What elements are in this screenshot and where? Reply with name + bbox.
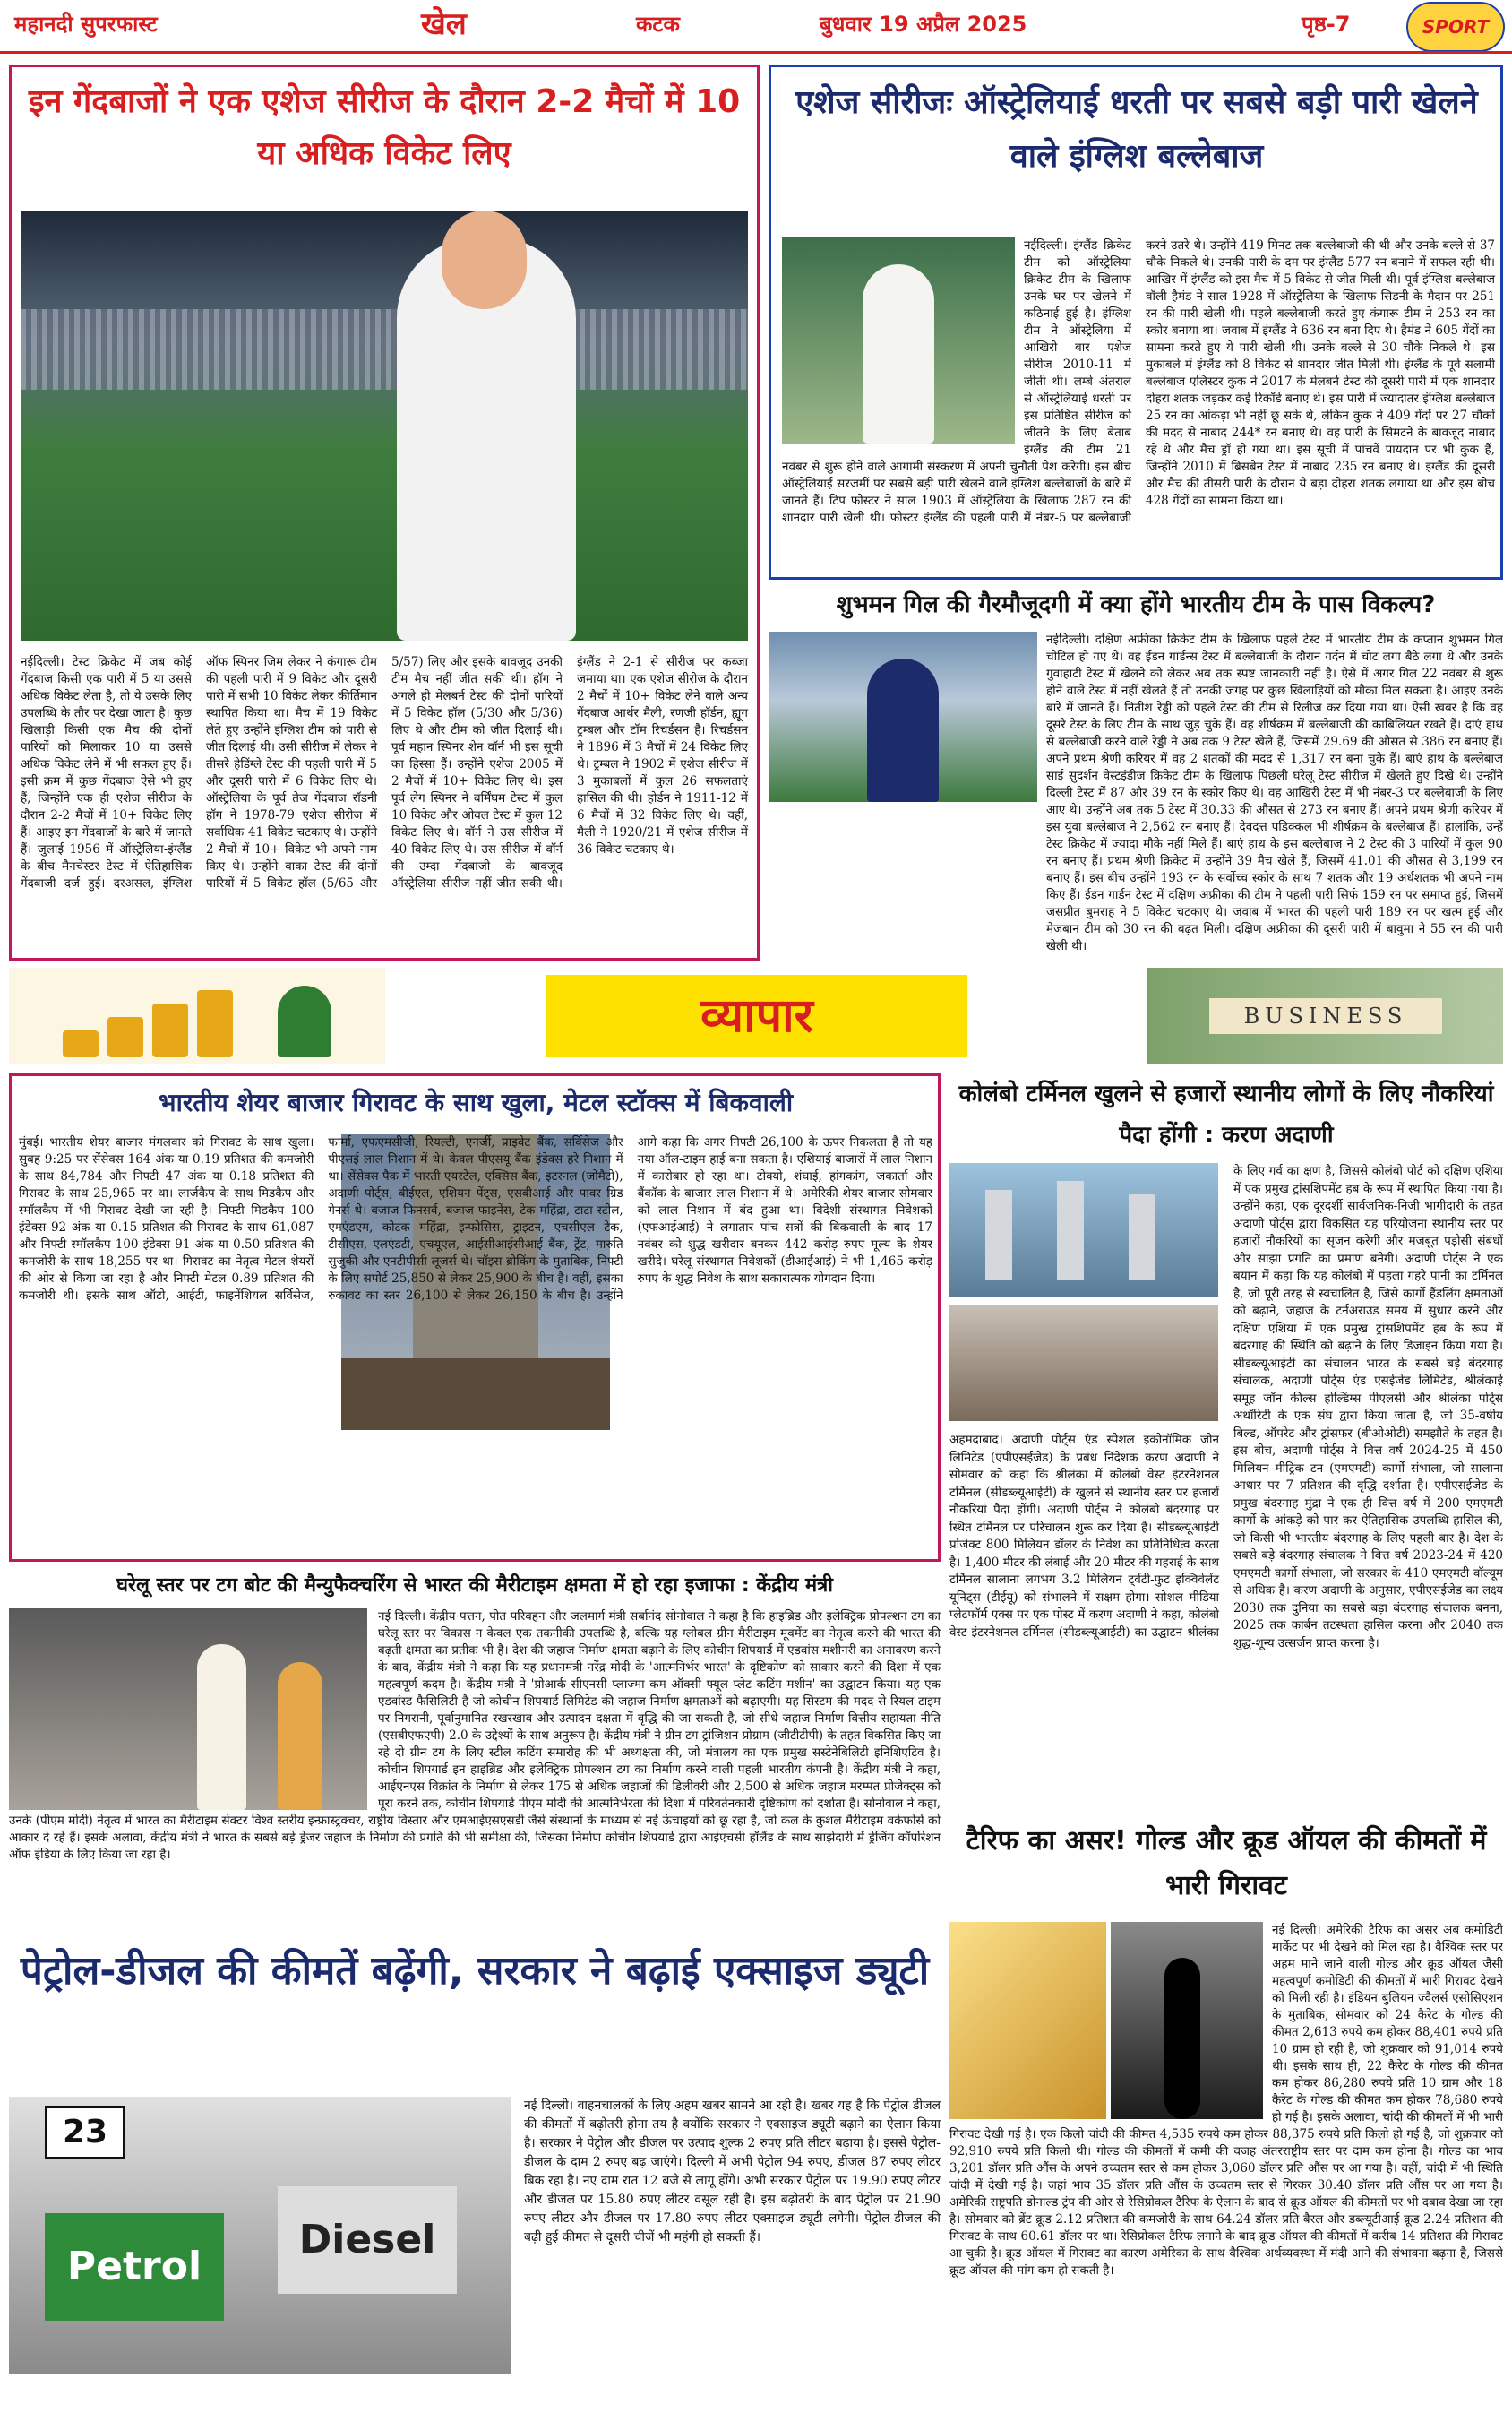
gill-body: नईदिल्ली। दक्षिण अफ्रीका क्रिकेट टीम के खिलाफ पहले टेस्ट में भारतीय टीम के कप्तान शुभमन गिल चोटिल हो गए थे। वह ईडन गार्डन्स टेस्ट में बल्लेबाजी के दौरान गर्दन में चोट लगा बैठे लगा थे और उनके गुवाहाटी टेस्ट में खेलने को लेकर अब तक स्पष्ट जानकारी नहीं है। ऐसे में अगर गिल 22 नवंबर से शुरू होने वाले टेस्ट में नहीं खेलते हैं तो उनकी जगह पर कुछ खिलाड़ियों को मौका मिल सकता है। आइए उनके बारे में जानते हैं। नितीश रेड्डी को पहले टेस्ट की टीम से रिलीज कर दिया गया था। ऐसी खबर है कि वह दूसरे टेस्ट के लिए टीम के साथ जुड़ चुके हैं। वह शीर्षक्रम में बल्लेबाजी की काबिलियत रखते हैं। दाएं हाथ से बल्लेबाजी करने वाले रेड्डी ने अब तक 9 टेस्ट खेले हैं, जिसमें 29.69 की औसत से 386 रन बनाए हैं। अपने प्रथम श्रेणी करियर में वह 2 शतकों की मदद से 1,317 रन बना चुके हैं। बाएं हाथ के बल्लेबाज साई सुदर्शन वेस्टइंडीज क्रिकेट टीम के खिलाफ पिछली घरेलू टेस्ट सीरीज में खेलते हुए दिखे थे। उन्होंने दिल्ली टेस्ट में 87 और 39 रन के स्कोर किए थे। वह आखिरी टेस्ट में भी नंबर-3 पर बल्लेबाजी के लिए आए थे। उन्होंने अब तक 5 टेस्ट में 30.33 की औसत से 273 रन बनाए हैं। अपने प्रथम श्रेणी करियर में इस युवा बल्लेबाज ने 2,562 रन बनाए हैं। देवदत्त पडिक्कल भी शीर्षक्रम के बल्लेबाज हैं। हालांकि, उन्हें टेस्ट क्रिकेट में ज्यादा मौके नहीं मिले हैं। बाएं हाथ के इस बल्लेबाज ने 2 टेस्ट की 3 पारियों में कुल 90 रन बनाए हैं। प्रथम श्रेणी क्रिकेट में उन्होंने 39 मैच खेले हैं, जिसमें 41.01 की औसत से 3,199 रन बनाए हैं। इस बीच उन्होंने 193 रन के सर्वोच्च स्कोर के साथ 7 शतक और 19 अर्धशतक भी अपने नाम किए हैं। ईडन गार्डन टेस्ट में दक्षिण अफ्रीका की टीम ने पहली पारी सिर्फ 159 रन पर समाप्त हुई, जिसमें जसप्रीत बुमराह ने 5 विकेट चटकाए थे। जवाब में भारत की पहली पारी 189 रन पर खत्म हुई और मेजबान टीम को 30 रन की बढ़त मिली। दक्षिण अफ्रीका की दूसरी पारी में बावुमा ने 55 रन की पारी खेली थी। xyxy=(1046,633,1503,953)
gill-headline: शुभमन गिल की गैरमौजूदगी में क्या होंगे भारतीय टीम के पास विकल्प? xyxy=(836,591,1436,618)
section-name: खेल xyxy=(421,6,467,42)
colombo-headline: कोलंबो टर्मिनल खुलने से हजारों स्थानीय लोगों के लिए नौकरियां पैदा होंगी : करण अदाणी xyxy=(958,1081,1494,1149)
gill-article xyxy=(769,587,1503,963)
masthead xyxy=(0,0,1512,54)
ashes-batsmen-article xyxy=(769,65,1503,580)
tariff-body: नई दिल्ली। अमेरिकी टैरिफ का असर अब कमोडिटी मार्केट पर भी देखने को मिल रहा है। वैश्विक स्तर पर अहम माने जाने वाली गोल्ड और क्रूड ऑयल जैसी महत्वपूर्ण कमोडिटी की कीमतों में भारी गिरावट देखने को मिली रही है। इंडियन बुलियन ज्वैलर्स एसोसिएशन के मुताबिक, सोमवार को 24 कैरेट के गोल्ड की कीमत 2,613 रुपये कम होकर 88,401 रुपये प्रति 10 ग्राम हो रही है, जो शुक्रवार को 91,014 रुपये थी। इसके साथ ही, 22 कैरेट के गोल्ड की कीमत कम होकर 86,280 रुपये प्रति 10 ग्राम और 18 कैरेट के गोल्ड की कीमत कम होकर 78,680 रुपये हो गई है। इसके अलावा, चांदी की कीमतों में भी भारी गिरावट देखी गई है। एक किलो चांदी की कीमत 4,535 रुपये कम होकर 88,375 रुपये प्रति किलो हो गई है, जो शुक्रवार को 92,910 रुपये प्रति किलो थी। गोल्ड की कीमतों में कमी की वजह अंतरराष्ट्रीय स्तर पर दाम कम होना है। गोल्ड का भाव 3,201 डॉलर प्रति औंस के अपने उच्चतम स्तर से कम होकर 3,060 डॉलर प्रति औंस पर आ गया है। वहीं, चांदी में भी स्थिति चांदी में देखी गई है। जहां भाव 35 डॉलर प्रति औंस के उच्चतम स्तर से गिरकर 30.40 डॉलर प्रति औंस पर आ गया है। अमेरिकी राष्ट्रपति डोनाल्ड ट्रंप की ओर से रेसिप्रोकल टैरिफ के ऐलान के बाद से क्रूड ऑयल की कीमतों पर भी दबाव देखा जा रहा है। सोमवार को ब्रेंट क्रूड 2.12 प्रतिशत की कमजोरी के साथ 64.24 डॉलर प्रति बैरल और डब्ल्यूटीआई क्रूड 2.24 प्रतिशत की गिरावट के साथ 60.61 डॉलर पर था। रेसिप्रोकल टैरिफ लगाने के बाद क्रूड ऑयल की कीमतों में करीब 14 प्रतिशत की गिरावट आ चुकी है। क्रूड ऑयल में गिरावट का कारण अमेरिका के साथ वैश्विक अर्थव्यवस्था में मंदी आने की संभावना बढ़ना है, जिससे क्रूड ऑयल की मांग कम हो सकती है। xyxy=(949,1923,1503,2278)
business-banner xyxy=(9,968,1503,1064)
petrol-headline: पेट्रोल-डीजल की कीमतें बढ़ेंगी, सरकार ने बढ़ाई एक्साइज ड्यूटी xyxy=(20,1948,930,1994)
gill-photo xyxy=(769,632,1037,802)
tariff-article xyxy=(949,1819,1503,2419)
fuel-pump-photo xyxy=(9,2097,511,2374)
maritime-headline: घरेलू स्तर पर टग बोट की मैन्युफैक्चरिंग से भारत की मैरीटाइम क्षमता में हो रहा इजाफा : केंद्रीय मंत्री xyxy=(116,1574,833,1597)
business-title-box xyxy=(546,975,967,1057)
city: कटक xyxy=(636,12,680,37)
stock-market-body: मुंबई। भारतीय शेयर बाजार मंगलवार को गिरावट के साथ खुला। सुबह 9:25 पर सेंसेक्स 164 अंक या 0.19 प्रतिशत की कमजोरी के साथ 84,784 और निफ्टी 47 अंक या 0.18 प्रतिशत की गिरावट के साथ 25,965 पर था। लार्जकैप के साथ मिडकैप और स्मॉलकैप में भी गिरावट देखी जा रही है। निफ्टी मिडकैप 100 इंडेक्स 92 अंक या 0.15 प्रतिशत की गिरावट के साथ 61,087 और निफ्टी स्मॉलकैप 100 इंडेक्स 91 अंक या 0.50 प्रतिशत की कमजोरी के साथ 18,255 पर था। गिरावट का नेतृत्व मेटल शेयरों की ओर से किया जा रहा है और निफ्टी मेटल 0.89 प्रतिशत की कमजोरी थी। इसके साथ ऑटो, आईटी, फाइनेंशियल सर्विसेज, फार्मा, एफएमसीजी, रियल्टी, एनर्जी, प्राइवेट बैंक, सर्विसेज और पीएसई लाल निशान में थे। केवल पीएसयू बैंक इंडेक्स हरे निशान में था। सेंसेक्स पैक में भारती एयरटेल, एक्सिस बैंक, इटरनल (जोमैटो), अदाणी पोर्ट्स, बीईएल, एशियन पेंट्स, एसबीआई और पावर ग्रिड गेनर्स थे। बजाज फिनसर्व, बजाज फाइनेंस, टेक महिंद्रा, टाटा स्टील, एमएंडएम, कोटक महिंद्रा, इन्फोसिस, ट्राइटन, एचसीएल टेक, टीसीएस, एलएंडटी, एचयूएल, आईसीआईसीआई बैंक, ट्रेंट, मारुति सुजुकी और एनटीपीसी लूजर्स थे। चॉइस ब्रोकिंग के मुताबिक, निफ्टी के लिए सपोर्ट 25,850 से लेकर 25,900 के बीच है। वहीं, इसका रुकावट का स्तर 26,100 से लेकर 26,150 के बीच है। उन्होंने आगे कहा कि अगर निफ्टी 26,100 के ऊपर निकलता है तो यह नया ऑल-टाइम हाई बना सकता है। एशियाई बाजारों में लाल निशान में कारोबार हो रहा था। टोक्यो, शंघाई, हांगकांग, जकार्ता और बैंकॉक के बाजार लाल निशान में थे। अमेरिकी शेयर बाजार सोमवार को लाल निशान में बंद हुआ था। विदेशी संस्थागत निवेशकों (एफआईआई) ने लगातार पांच सत्रों की बिकवाली के बाद 17 नवंबर को शुद्ध खरीदार बनकर 442 करोड़ रुपए मूल्य के शेयर खरीदे। घरेलू संस्थागत निवेशकों (डीआईआई) ने भी 1,465 करोड़ रुपए के शुद्ध निवेश के साथ सकारात्मक योगदान दिया। xyxy=(19,1135,932,1303)
business-title: व्यापार xyxy=(700,989,813,1043)
date: बुधवार 19 अप्रैल 2025 xyxy=(820,12,1027,37)
petrol-body: नई दिल्ली। वाहनचालकों के लिए अहम खबर सामने आ रही है। खबर यह है कि पेट्रोल डीजल की कीमतों में बढ़ोतरी होना तय है क्योंकि सरकार ने एक्साइज ड्यूटी बढ़ाने का ऐलान किया है। सरकार ने पेट्रोल और डीजल पर उत्पाद शुल्क 2 रुपए प्रति लीटर बढ़ाया है। इससे पेट्रोल-डीजल के दाम 2 रुपए बढ़ जाएंगे। दिल्ली में अभी पेट्रोल 94 रुपए, डीजल 87 रुपए लीटर बिक रहा है। नए दाम रात 12 बजे से लागू होंगे। अभी सरकार पेट्रोल पर 19.90 रुपए लीटर और डीजल पर 15.80 रुपए लीटर वसूल रही है। इस बढ़ोतरी के बाद पेट्रोल पर 21.90 रुपए लीटर और डीजल पर 17.80 रुपए लीटर एक्साइज ड्यूटी लगेगी। पेट्रोल-डीजल की बढ़ी हुई कीमत से दूसरी चीजें भी महंगी हो सकती हैं। xyxy=(524,2098,941,2245)
petrol-sign: Petrol xyxy=(45,2213,224,2321)
ashes-bowlers-body: नईदिल्ली। टेस्ट क्रिकेट में जब कोई गेंदबाज किसी एक पारी में 5 या उससे अधिक विकेट लेता है, तो ये उसके लिए उपलब्धि के तौर पर देखा जाता है। कुछ खिलाड़ी किसी एक मैच की दोनों पारियों को मिलाकर 10 या उससे अधिक विकेट लेने में भी सफल हुए हैं। इसी क्रम में कुछ गेंदबाज ऐसे भी हुए हैं, जिन्होंने एक ही एशेज सीरीज के दौरान 2-2 मैचों में 10+ विकेट लिए हैं। आइए इन गेंदबाजों के बारे में जानते हैं। जुलाई 1956 में ऑस्ट्रेलिया-इंग्लैंड के बीच मैनचेस्टर टेस्ट में ऐतिहासिक गेंदबाजी दर्ज हुई। दरअसल, इंग्लिश ऑफ स्पिनर जिम लेकर ने कंगारू टीम की पहली पारी में 9 विकेट और दूसरी पारी में सभी 10 विकेट लेकर कीर्तिमान स्थापित किया था। मैच में 19 विकेट लेते हुए उन्होंने इंग्लिश टीम को पारी से जीत दिलाई थी। उसी सीरीज में लेकर ने तीसरे हेडिंग्ले टेस्ट की पहली पारी में 5 और दूसरी पारी में 6 विकेट लिए थे। ऑस्ट्रेलिया के पूर्व तेज गेंदबाज रॉडनी हॉग ने 1978-79 एशेज सीरीज में सर्वाधिक 41 विकेट चटकाए थे। उन्होंने 2 मैचों में 10+ विकेट भी अपने नाम किए थे। उन्होंने वाका टेस्ट की दोनों पारियों में 5 विकेट हॉल (5/65 और 5/57) लिए और इसके बावजूद उनकी टीम मैच नहीं जीत सकी थी। हॉग ने अगले ही मेलबर्न टेस्ट की दोनों पारियों में 5 विकेट हॉल (5/30 और 5/36) लिए थे और टीम को जीत दिलाई थी। पूर्व महान स्पिनर शेन वॉर्न भी इस सूची का हिस्सा हैं। उन्होंने एशेज 2005 में 2 मैचों में 10+ विकेट लिए थे। इस पूर्व लेग स्पिनर ने बर्मिंघम टेस्ट में कुल 10 विकेट और ओवल टेस्ट में कुल 12 विकेट लिए थे। वॉर्न ने उस सीरीज में 40 विकेट लिए थे। उस सीरीज में वॉर्न की उम्दा गेंदबाजी के बावजूद ऑस्ट्रेलिया सीरीज नहीं जीत सकी थी। इंग्लैंड ने 2-1 से सीरीज पर कब्जा जमाया था। एक एशेज सीरीज के दौरान 2 मैचों में 10+ विकेट लेने वाले अन्य गेंदबाज आर्थर मैली, रणजी हॉर्डन, ह्यूग ट्रम्बल और टॉम रिचर्डसन हैं। रिचर्डसन ने 1896 में 3 मैचों में 24 विकेट लिए थे। ट्रम्बल ने 1902 में एशेज सीरीज में 3 मुकाबलों में कुल 26 सफलताएं हासिल की थी। होर्डन ने 1911-12 में 6 मैचों में 32 विकेट लिए थे। वहीं, मैली ने 1920/21 में एशेज सीरीज में 36 विकेट चटकाए थे। xyxy=(21,655,748,891)
coins-illustration xyxy=(9,968,385,1064)
diesel-sign: Diesel xyxy=(278,2186,457,2294)
colombo-article xyxy=(949,1073,1503,1813)
page-number: पृष्ठ-7 xyxy=(1302,12,1351,37)
stock-market-article xyxy=(9,1073,941,1562)
ashes-bowlers-headline: इन गेंदबाजों ने एक एशेज सीरीज के दौरान 2-2 मैचों में 10 या अधिक विकेट लिए xyxy=(28,83,741,172)
business-sign-text: BUSINESS xyxy=(1209,998,1442,1034)
ashes-batsmen-body: नईदिल्ली। इंग्लैंड क्रिकेट टीम को ऑस्ट्रेलिया क्रिकेट टीम के खिलाफ उनके घर पर खेलने में कठिनाई हुई है। इंग्लिश टीम ने ऑस्ट्रेलिया में आखिरी बार एशेज सीरीज 2010-11 में जीती थी। लम्बे अंतराल से ऑस्ट्रेलियाई धरती पर इस प्रतिष्ठित सीरीज को जीतने के लिए बेताब इंग्लैंड की टीम 21 नवंबर से शुरू होने वाले आगामी संस्करण में अपनी चुनौती पेश करेगी। इस बीच ऑस्ट्रेलियाई सरजमीं पर सबसे बड़ी पारी खेलने वाले इंग्लिश बल्लेबाजों के बारे में जानते हैं। टिप फोस्टर ने साल 1903 में ऑस्ट्रेलिया के खिलाफ 287 रन की शानदार पारी खेली थी। फोस्टर इंग्लैंड की पहली पारी में नंबर-5 पर बल्लेबाजी करने उतरे थे। उन्होंने 419 मिनट तक बल्लेबाजी की थी और उनके बल्ले से 37 चौके निकले थे। उनकी पारी के दम पर इंग्लैंड 577 रन बनाने में सफल रही थी। आखिर में इंग्लैंड को इस मैच में 5 विकेट से जीत मिली थी। पूर्व इंग्लिश बल्लेबाज वॉली हैमंड ने साल 1928 में ऑस्ट्रेलिया के खिलाफ सिडनी के मैदान पर 251 रन की पारी खेली थी। पहले बल्लेबाजी करते हुए कंगारू टीम ने 253 रन का स्कोर बनाया था। जवाब में इंग्लैंड ने 636 रन बना दिए थे। हैमंड ने 605 गेंदों का सामना करते हुए ये पारी खेली थी। उनके बल्ले से 30 चौके निकले थे। इस मुकाबले में इंग्लैंड को 8 विकेट से शानदार जीत मिली थी। इंग्लैंड के पूर्व सलामी बल्लेबाज एलिस्टर कुक ने 2017 के मेलबर्न टेस्ट की दूसरी पारी में एक शानदार दोहरा शतक जड़कर कई रिकॉर्ड बनाए थे। इस पारी में ज्यादातर इंग्लिश बल्लेबाज 25 रन का आंकड़ा भी नहीं छू सके थे, लेकिन कुक ने 409 गेंदों पर 27 चौकों की मदद से नाबाद 244* रन बनाए थे। वह पारी के सिमटने के बावजूद नाबाद रहे थे और मैच ड्रॉ हो गया था। इस सूची में पांचवें पायदान पर भी कुक हैं, जिन्होंने 2010 में ब्रिसबेन टेस्ट में नाबाद 235 रन बनाए थे। इंग्लैंड की दूसरी और मैच की तीसरी पारी के दौरान ये बड़ा दोहरा शतक लगाया था और इस बीच 428 गेंदों का सामना किया था। xyxy=(782,238,1495,525)
petrol-article xyxy=(9,1935,941,2419)
paper-name: महानदी सुपरफास्ट xyxy=(14,12,158,37)
business-sign-illustration xyxy=(1147,968,1503,1064)
maritime-article xyxy=(9,1571,941,1929)
fuel-pump-number: 23 xyxy=(45,2106,125,2159)
maritime-body: नई दिल्ली। केंद्रीय पत्तन, पोत परिवहन और जलमार्ग मंत्री सर्बानंद सोनोवाल ने कहा है कि हाइब्रिड और इलेक्ट्रिक प्रोपल्शन टग का घरेलू स्तर पर विकास न केवल एक तकनीकी उपलब्धि है, बल्कि यह ग्लोबल ग्रीन मैरीटाइम मूवमेंट का नेतृत्व करने की भारत की बढ़ती क्षमता का प्रतीक भी है। देश की जहाज निर्माण क्षमता बढ़ाने के लिए कोचीन शिपयार्ड में एडवांस मशीनरी का अनावरण करने के बाद, केंद्रीय मंत्री ने कहा कि यह प्रधानमंत्री नरेंद्र मोदी के 'आत्मनिर्भर भारत' के दृष्टिकोण को साकार करने की दिशा में एक महत्वपूर्ण कदम है। केंद्रीय मंत्री ने 'प्रोआर्क सीएनसी प्लाज्मा कम ऑक्सी फ्यूल प्लेट कटिंग मशीन' का उद्घाटन किया। यह एक एडवांस्ड फैसिलिटी है जो कोचीन शिपयार्ड लिमिटेड की जहाज निर्माण क्षमताओं को बढ़ाएगी। यह सिस्टम की मदद से रियल टाइम पर निगरानी, पूर्वानुमानित रखरखाव और उत्पादन दक्षता में वृद्धि की जा सकती है, जो सीधे जहाज निर्माण वित्तीय सहायता नीति (एसबीएफएपी) 2.0 के उद्देश्यों के साथ अनुरूप है। केंद्रीय मंत्री ने ग्रीन टग ट्रांजिशन प्रोग्राम (जीटीटीपी) के तहत विकसित किए जा रहे दो ग्रीन टग के लिए स्टील कटिंग समारोह की भी अध्यक्षता की, जो मंत्रालय का एक प्रमुख सस्टेनेबिलिटी इनिशिएटिव है। कोचीन शिपयार्ड इन हाइब्रिड और इलेक्ट्रिक प्रोपल्शन टग का निर्माण करने वाली पहली भारतीय कंपनी है। केंद्रीय मंत्री ने कहा, आईएनएस विक्रांत के निर्माण से लेकर 175 से अधिक जहाजों की डिलीवरी और 2,500 से अधिक जहाज मरम्मत प्रोजेक्ट्स को पूरा करने तक, कोचीन शिपयार्ड पीएम मोदी की आत्मनिर्भरता की दिशा में परिवर्तनकारी दृष्टिकोण को दर्शाता है। सोनोवाल ने कहा, उनके (पीएम मोदी) नेतृत्व में भारत का मैरीटाइम सेक्टर विश्व स्तरीय इन्फ्रास्ट्रक्चर, राष्ट्रीय विस्तार और एमआईएसएसडी जैसे संस्थानों के माध्यम से नई ऊंचाइयों को छू रहा है, जो कल के कुशल मैरीटाइम वर्कफोर्स को आकार दे रहे हैं। इसके अलावा, केंद्रीय मंत्री ने भारत के सबसे बड़े ड्रेजर जहाज के निर्माण की प्रगति की भी समीक्षा की, जिसका निर्माण कोचीन शिपयार्ड द्वारा आईएचसी हॉलैंड के साथ साझेदारी में ड्रेजिंग कॉर्पोरेशन ऑफ इंडिया के लिए किया जा रहा है। xyxy=(9,1609,941,1862)
tariff-headline: टैरिफ का असर! गोल्ड और क्रूड ऑयल की कीमतों में भारी गिरावट xyxy=(966,1825,1487,1901)
colombo-body: अहमदाबाद। अदाणी पोर्ट्स एंड स्पेशल इकोनॉमिक जोन लिमिटेड (एपीएसईजेड) के प्रबंध निदेशक करण अदाणी ने सोमवार को कहा कि श्रीलंका में कोलंबो वेस्ट इंटरनेशनल टर्मिनल (सीडब्ल्यूआईटी) के खुलने से स्थानीय स्तर पर हजारों नौकरियां पैदा होंगी। अदाणी पोर्ट्स ने कोलंबो बंदरगाह पर स्थित टर्मिनल पर परिचालन शुरू कर दिया है। सीडब्ल्यूआईटी प्रोजेक्ट 800 मिलियन डॉलर के निवेश का प्रतिनिधित्व करता है। 1,400 मीटर की लंबाई और 20 मीटर की गहराई के साथ टर्मिनल सालाना लगभग 3.2 मिलियन ट्वेंटी-फुट इक्विवेलेंट यूनिट्स (टीईयू) को संभालने में सक्षम होगा। सोशल मीडिया प्लेटफॉर्म एक्स पर एक पोस्ट में करण अदाणी ने कहा, कोलंबो वेस्ट इंटरनेशनल टर्मिनल (सीडब्ल्यूआईटी) का उद्घाटन श्रीलंका के लिए गर्व का क्षण है, जिससे कोलंबो पोर्ट को दक्षिण एशिया में एक प्रमुख ट्रांसशिपमेंट हब के रूप में स्थापित किया गया है। उन्होंने कहा, एक दूरदर्शी सार्वजनिक-निजी भागीदारी के तहत अदाणी पोर्ट्स द्वारा विकसित यह परियोजना स्थानीय स्तर पर हजारों नौकरियों का सृजन करेगी और मजबूत पड़ोसी संबंधों और साझा प्रगति का प्रमाण बनेगी। अदाणी पोर्ट्स ने एक बयान में कहा कि यह कोलंबो में पहला गहरे पानी का टर्मिनल है, जो पूरी तरह से स्वचालित है, जिसे कार्गो हैंडलिंग क्षमताओं को बढ़ाने, जहाज के टर्नअराउंड समय में सुधार करने और दक्षिण एशिया में एक प्रमुख ट्रांसशिपमेंट हब के रूप में बंदरगाह की स्थिति को बढ़ाने के लिए डिजाइन किया गया है। सीडब्ल्यूआईटी का संचालन भारत के सबसे बड़े बंदरगाह संचालक, अदाणी पोर्ट्स एंड एसईजेड लिमिटेड, श्रीलंकाई समूह जॉन कील्स होल्डिंग्स पीएलसी और श्रीलंका पोर्ट्स अथॉरिटी के एक संघ द्वारा किया जाता है, जो 35-वर्षीय बिल्ड, ऑपरेट और ट्रांसफर (बीओओटी) समझौते के तहत है। इस बीच, अदाणी पोर्ट्स ने वित्त वर्ष 2024-25 में 450 मिलियन मीट्रिक टन (एमएमटी) कार्गो संभाला, जो सालाना आधार पर 7 प्रतिशत की वृद्धि दर्शाता है। एपीएसईजेड के प्रमुख बंदरगाह मुंद्रा ने एक ही वित्त वर्ष में 200 एमएमटी कार्गो के आंकड़े को पार कर ऐतिहासिक उपलब्धि हासिल की, जो किसी भी भारतीय बंदरगाह के लिए पहली बार है। देश के सबसे बड़े बंदरगाह संचालक ने वित्त वर्ष 2023-24 में 420 एमएमटी कार्गो संभाला, जो सरकार के 410 एमएमटी वॉल्यूम से अधिक है। करण अदाणी के अनुसार, एपीएसईजेड का लक्ष्य 2030 तक दुनिया का सबसे बड़ा बंदरगाह संचालक बनना, 2025 तक कार्बन तटस्थता हासिल करना और 2040 तक शुद्ध-शून्य उत्सर्जन प्राप्त करना है। xyxy=(949,1164,1503,1650)
ashes-batsmen-headline: एशेज सीरीजः ऑस्ट्रेलियाई धरती पर सबसे बड़ी पारी खेलने वाले इंग्लिश बल्लेबाज xyxy=(795,84,1478,175)
ashes-bowlers-article xyxy=(9,65,760,961)
stock-market-headline: भारतीय शेयर बाजार गिरावट के साथ खुला, मेटल स्टॉक्स में बिकवाली xyxy=(158,1088,794,1117)
shane-warne-photo xyxy=(21,211,748,641)
sport-logo-text: SPORT xyxy=(1422,16,1490,38)
sport-logo xyxy=(1406,2,1505,52)
